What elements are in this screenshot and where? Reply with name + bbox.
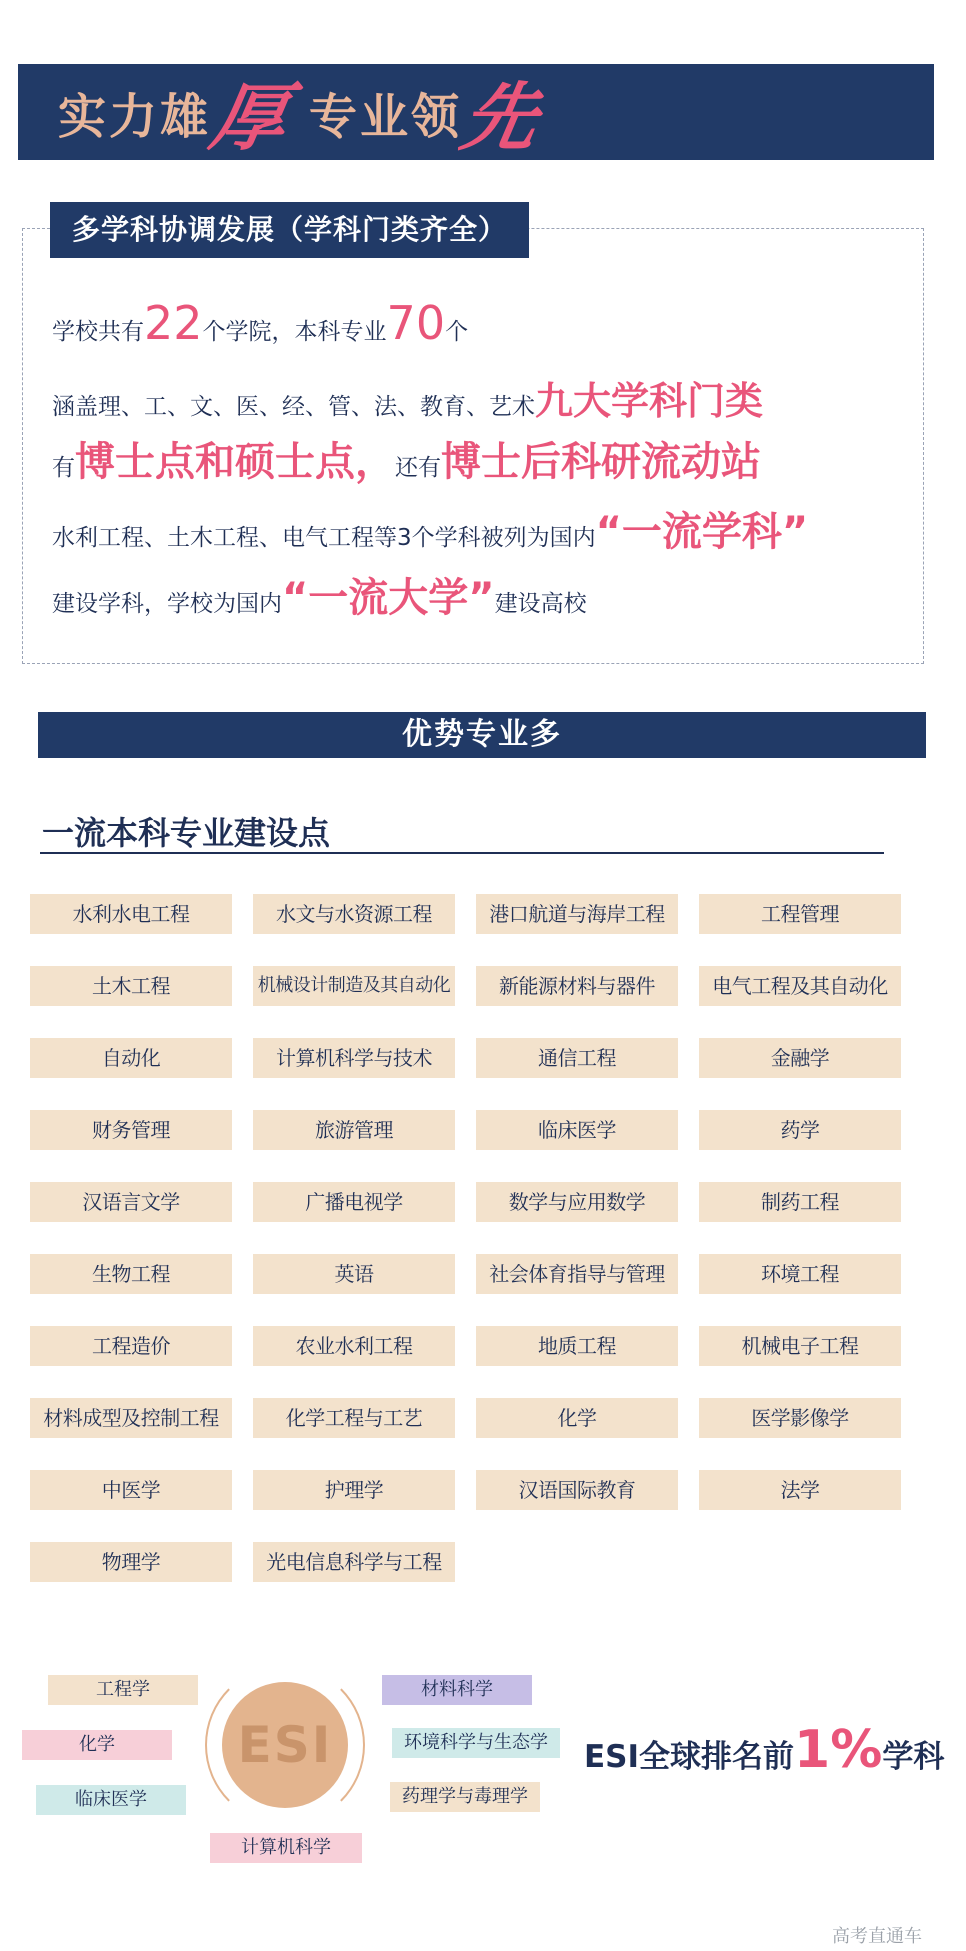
major-item: 金融学 [699, 1038, 901, 1078]
major-item: 数学与应用数学 [476, 1182, 678, 1222]
major-item: 护理学 [253, 1470, 455, 1510]
esi-tag-environment: 环境科学与生态学 [392, 1728, 560, 1758]
major-count: 70 [386, 296, 446, 350]
major-item: 工程造价 [30, 1326, 232, 1366]
major-item: 机械设计制造及其自动化 [253, 966, 455, 1006]
line2-highlight: 九大学科门类 [535, 379, 764, 423]
major-item: 临床医学 [476, 1110, 678, 1150]
line3-highlight-1: 博士点和硕士点， [75, 439, 395, 485]
line3-text-b: 还有 [395, 455, 441, 481]
major-item: 机械电子工程 [699, 1326, 901, 1366]
esi-tag-engineering: 工程学 [48, 1675, 198, 1705]
major-item: 社会体育指导与管理 [476, 1254, 678, 1294]
line3-text-a: 有 [52, 455, 75, 481]
major-item: 材料成型及控制工程 [30, 1398, 232, 1438]
esi-badge: ESI [222, 1682, 348, 1808]
major-item: 农业水利工程 [253, 1326, 455, 1366]
major-item: 汉语国际教育 [476, 1470, 678, 1510]
line2-text: 涵盖理、工、文、医、经、管、法、教育、艺术 [52, 394, 535, 420]
major-item: 生物工程 [30, 1254, 232, 1294]
line5-text-a: 建设学科，学校为国内 [52, 591, 282, 617]
disciplines-line-2 [52, 370, 763, 425]
first-class-title: 一流本科专业建设点 [42, 814, 331, 852]
disciplines-line-4 [52, 500, 808, 557]
esi-tag-pharma: 药理学与毒理学 [390, 1782, 540, 1812]
esi-tag-clinical: 临床医学 [36, 1785, 186, 1815]
major-item: 广播电视学 [253, 1182, 455, 1222]
major-item: 化学工程与工艺 [253, 1398, 455, 1438]
section-bar-advantages: 优势专业多 [38, 712, 926, 758]
major-item: 化学 [476, 1398, 678, 1438]
major-item: 地质工程 [476, 1326, 678, 1366]
banner-text-2: 专业领 [309, 88, 463, 145]
line5-text-b: 建设高校 [494, 591, 587, 617]
major-item: 水文与水资源工程 [253, 894, 455, 934]
major-item: 工程管理 [699, 894, 901, 934]
major-item: 电气工程及其自动化 [699, 966, 901, 1006]
title-underline [40, 852, 884, 854]
line5-highlight: “一流大学” [282, 575, 495, 621]
line4-text: 水利工程、土木工程、电气工程等3个学科被列为国内 [52, 525, 596, 551]
line1-text-c: 个 [445, 319, 469, 345]
esi-percent: 1% [794, 1720, 883, 1780]
esi-tag-chemistry: 化学 [22, 1730, 172, 1760]
major-item: 环境工程 [699, 1254, 901, 1294]
major-item: 中医学 [30, 1470, 232, 1510]
esi-text-a: ESI全球排名前 [584, 1739, 795, 1775]
banner-highlight-2: 先 [455, 75, 545, 161]
major-item: 医学影像学 [699, 1398, 901, 1438]
major-item: 自动化 [30, 1038, 232, 1078]
major-item: 光电信息科学与工程 [253, 1542, 455, 1582]
line1-text-b: 个学院，本科专业 [202, 319, 387, 345]
watermark: 高考直通车 [832, 1926, 922, 1947]
esi-text-b: 学科 [882, 1739, 945, 1775]
esi-tag-computer: 计算机科学 [210, 1833, 362, 1863]
college-count: 22 [144, 296, 203, 350]
line4-highlight: “一流学科” [595, 509, 809, 555]
major-item: 法学 [699, 1470, 901, 1510]
major-item: 财务管理 [30, 1110, 232, 1150]
major-item: 物理学 [30, 1542, 232, 1582]
line3-highlight-2: 博士后科研流动站 [441, 439, 761, 485]
header-banner [18, 64, 934, 160]
major-item: 通信工程 [476, 1038, 678, 1078]
line1-text-a: 学校共有 [52, 319, 144, 345]
major-item: 药学 [699, 1110, 901, 1150]
major-item: 旅游管理 [253, 1110, 455, 1150]
major-item: 制药工程 [699, 1182, 901, 1222]
major-item: 汉语言文学 [30, 1182, 232, 1222]
major-item: 土木工程 [30, 966, 232, 1006]
major-item: 英语 [253, 1254, 455, 1294]
disciplines-line-1 [52, 296, 468, 350]
disciplines-line-3 [52, 430, 761, 487]
banner-text-1: 实力雄 [58, 88, 212, 145]
major-item: 港口航道与海岸工程 [476, 894, 678, 934]
major-item: 计算机科学与技术 [253, 1038, 455, 1078]
esi-ranking-text [584, 1720, 944, 1780]
major-item: 水利水电工程 [30, 894, 232, 934]
disciplines-tag: 多学科协调发展（学科门类齐全） [50, 202, 529, 258]
major-item: 新能源材料与器件 [476, 966, 678, 1006]
banner-highlight-1: 厚 [204, 75, 294, 161]
disciplines-line-5 [52, 566, 587, 623]
esi-tag-materials: 材料科学 [382, 1675, 532, 1705]
